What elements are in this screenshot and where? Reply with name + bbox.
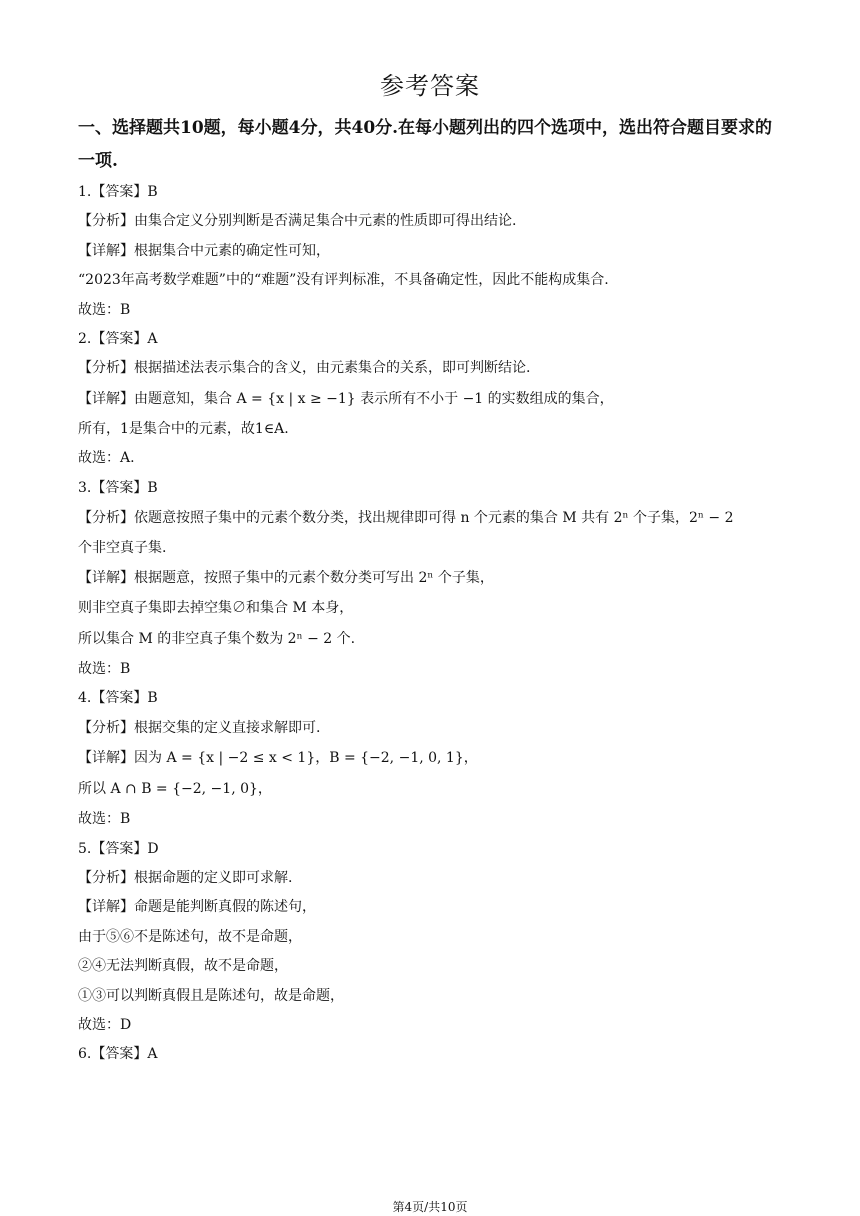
answer-line: 4.【答案】B [78,690,158,707]
detail-line: 所以集合 M 的非空真子集个数为 2ⁿ − 2 个. [78,630,356,647]
analysis-line: 【分析】根据命题的定义即可求解. [78,869,293,886]
detail-line: 则非空真子集即去掉空集∅和集合 M 本身， [78,600,354,617]
choice-line: 故选：A. [78,450,135,467]
page-title: 参考答案 [380,72,480,100]
detail-line: 所以 A ∩ B = {−2, −1, 0}， [78,781,272,798]
detail-line: 所有，1是集合中的元素，故1∈A. [78,420,289,437]
answer-line: 5.【答案】D [78,840,159,857]
detail-line: 【详解】命题是能判断真假的陈述句， [78,899,316,916]
answer-line: 2.【答案】A [78,331,158,348]
detail-line: 【详解】根据集合中元素的确定性可知， [78,242,330,259]
page-footer: 第4页/共10页 [392,1200,468,1214]
detail-line: 【详解】因为 A = {x | −2 ≤ x < 1}，B = {−2, −1, 0, 1}， [78,750,478,767]
choice-line: 故选：B [78,301,131,318]
answer-line: 1.【答案】B [78,184,158,200]
detail-line: 由于⑤⑥不是陈述句，故不是命题， [78,928,302,945]
analysis-line: 【分析】根据描述法表示集合的含义，由元素集合的关系，即可判断结论. [78,360,531,377]
analysis-line: 【分析】根据交集的定义直接求解即可. [78,719,321,736]
answer-line: 6.【答案】A [78,1046,158,1063]
detail-line: 【详解】根据题意，按照子集中的元素个数分类可写出 2ⁿ 个子集， [78,570,494,587]
detail-line: ②④无法判断真假，故不是命题， [78,958,288,975]
answer-content [78,178,798,1070]
analysis-line: 【分析】依题意按照子集中的元素个数分类，找出规律即可得 n 个元素的集合 M 共有 2ⁿ 个子集，2ⁿ − 2 [78,510,734,527]
section-heading: 一、选择题共10题，每小题4分，共40分.在每小题列出的四个选项中，选出符合题目要求的一项. [78,118,773,171]
choice-line: 故选：D [78,1016,132,1033]
detail-line: 【详解】由题意知，集合 A = {x | x ≥ −1} 表示所有不小于 −1 的实数组成的集合， [78,390,614,407]
choice-line: 故选：B [78,811,131,828]
detail-line: ①③可以判断真假且是陈述句，故是命题， [78,987,344,1004]
detail-line: “2023年高考数学难题”中的“难题”没有评判标准，不具备确定性，因此不能构成集合. [78,272,609,289]
analysis-line: 【分析】由集合定义分别判断是否满足集合中元素的性质即可得出结论. [78,213,517,230]
choice-line: 故选：B [78,660,131,677]
answer-line: 3.【答案】B [78,479,158,496]
analysis-line: 个非空真子集. [78,540,167,557]
